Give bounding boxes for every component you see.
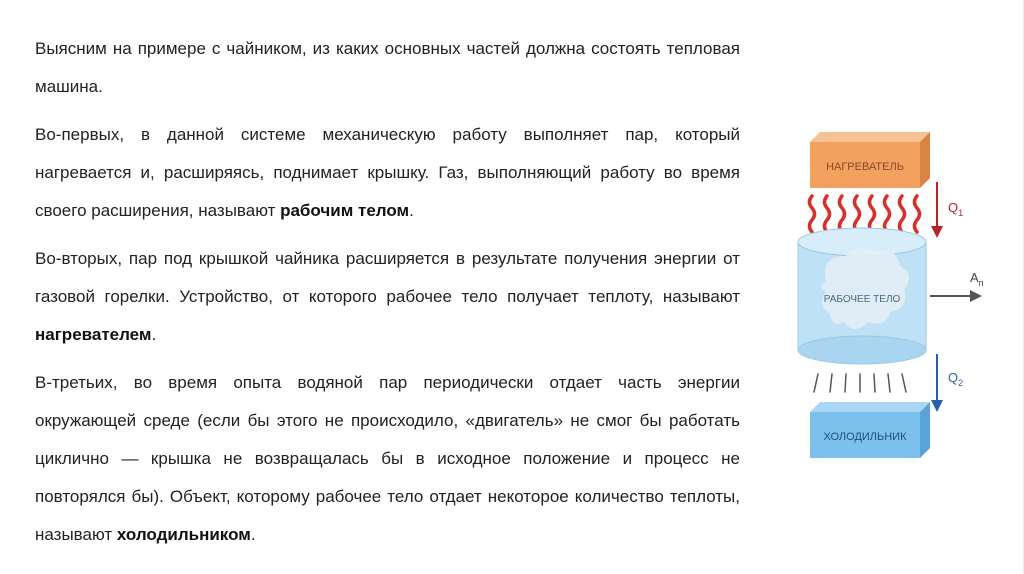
bold-term: холодильником — [116, 525, 251, 544]
cold-rays — [814, 374, 906, 392]
cold-ray — [874, 374, 875, 392]
heat-wave — [885, 196, 890, 232]
paragraph-3 — [35, 240, 740, 354]
svg-text:Q2 — [948, 370, 963, 388]
text-column — [35, 30, 740, 564]
svg-text:Aп — [970, 270, 984, 288]
heat-wave — [900, 196, 905, 232]
text-run: В-третьих, во время опыта водяной пар периодически отдает часть энергии окружающей среде (если бы этого не происходило, «двигатель» не смог бы работать циклично — крышка не возвращалась бы в исходное положение и процесс не повторялся бы). Объект, которому рабочее тело отдает некоторое количество теплоты, называют — [35, 373, 740, 544]
cold-ray — [814, 374, 818, 392]
working-body-cylinder — [798, 228, 926, 364]
q2-subscript: 2 — [958, 378, 964, 388]
cooler-label: ХОЛОДИЛЬНИК — [823, 431, 907, 443]
work-arrow — [930, 270, 984, 302]
text-run: . — [250, 525, 256, 544]
cooler-block — [810, 402, 930, 458]
heat-wave — [840, 196, 845, 232]
heat-wave — [810, 196, 815, 232]
cold-ray — [888, 374, 890, 392]
text-run: Выясним на примере с чайником, из каких основных частей должна состоять тепловая машина. — [35, 39, 740, 96]
text-run: . — [151, 325, 157, 344]
heat-engine-diagram — [790, 130, 1000, 465]
heat-wave — [855, 196, 860, 232]
text-run: Во-первых, в данной системе механическую работу выполняет пар, который нагревается и, расширяясь, поднимает крышку. Газ, выполняющий работу во время своего расширения, называют — [35, 125, 740, 220]
q1-symbol: Q — [948, 200, 959, 215]
heater-block — [810, 132, 930, 188]
heat-wave — [915, 196, 920, 232]
cold-ray — [845, 374, 846, 392]
q2-arrow — [931, 354, 963, 412]
heat-wave — [825, 196, 830, 232]
heat-waves — [810, 196, 920, 232]
q1-arrow — [931, 182, 963, 238]
paragraph-4 — [35, 364, 740, 554]
work-subscript: п — [978, 278, 984, 288]
cold-ray — [830, 374, 832, 392]
q1-subscript: 1 — [958, 208, 964, 218]
bold-term: рабочим телом — [280, 201, 410, 220]
q2-symbol: Q — [948, 370, 959, 385]
bold-term: нагревателем — [35, 325, 152, 344]
heat-wave — [870, 196, 875, 232]
heater-label: НАГРЕВАТЕЛЬ — [826, 161, 904, 173]
work-symbol: A — [970, 270, 979, 285]
cold-ray — [902, 374, 906, 392]
paragraph-1 — [35, 30, 740, 106]
working-body-label: РАБОЧЕЕ ТЕЛО — [823, 294, 901, 305]
svg-text:Q1 — [948, 200, 963, 218]
text-run: Во-вторых, пар под крышкой чайника расширяется в результате получения энергии от газовой горелки. Устройство, от которого рабочее тело получает теплоту, называют — [35, 249, 740, 306]
heat-engine-svg — [790, 130, 1000, 465]
text-run: . — [409, 201, 414, 220]
paragraph-2 — [35, 116, 740, 230]
